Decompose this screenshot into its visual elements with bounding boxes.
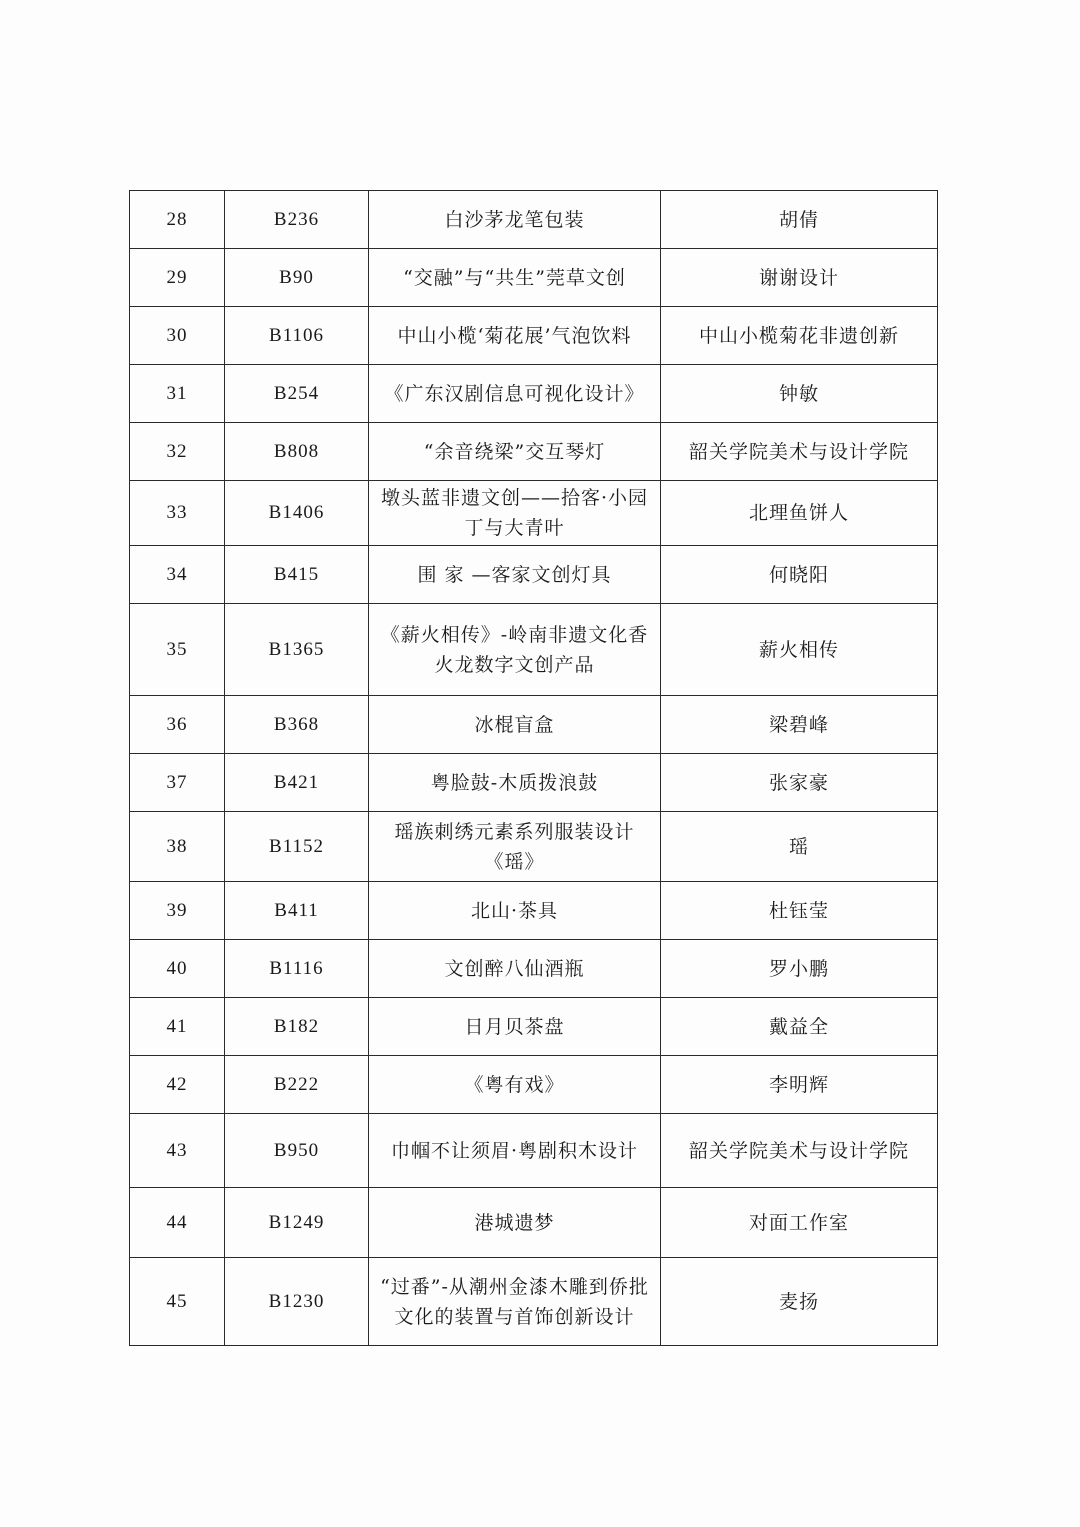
table-row: [130, 812, 938, 882]
entry-code: B236: [225, 191, 369, 249]
table-row: [130, 546, 938, 604]
entry-author: 韶关学院美术与设计学院: [661, 423, 938, 481]
table-row: [130, 481, 938, 546]
row-number: 33: [130, 481, 225, 546]
row-number: 29: [130, 249, 225, 307]
row-number: 35: [130, 604, 225, 696]
entry-author: 胡倩: [661, 191, 938, 249]
entry-author: 谢谢设计: [661, 249, 938, 307]
entry-code: B1230: [225, 1258, 369, 1346]
entry-code: B1406: [225, 481, 369, 546]
entry-author: 杜钰莹: [661, 882, 938, 940]
table-row: [130, 940, 938, 998]
entry-author: 北理鱼饼人: [661, 481, 938, 546]
table-row: [130, 1056, 938, 1114]
entry-title: 《广东汉剧信息可视化设计》: [369, 365, 661, 423]
table-row: [130, 1114, 938, 1188]
entry-title: 白沙茅龙笔包装: [369, 191, 661, 249]
entry-author: 戴益全: [661, 998, 938, 1056]
row-number: 44: [130, 1188, 225, 1258]
entry-code: B421: [225, 754, 369, 812]
entry-title: 围 家 —客家文创灯具: [369, 546, 661, 604]
entry-code: B1116: [225, 940, 369, 998]
table-row: [130, 1258, 938, 1346]
table-row: [130, 191, 938, 249]
row-number: 43: [130, 1114, 225, 1188]
entry-author: 薪火相传: [661, 604, 938, 696]
entry-author: 何晓阳: [661, 546, 938, 604]
row-number: 39: [130, 882, 225, 940]
entry-title: 文创醉八仙酒瓶: [369, 940, 661, 998]
entry-code: B182: [225, 998, 369, 1056]
entry-title: 北山·茶具: [369, 882, 661, 940]
entry-code: B1106: [225, 307, 369, 365]
entry-title: “余音绕梁”交互琴灯: [369, 423, 661, 481]
entry-title: 墩头蓝非遗文创——拾客·小园丁与大青叶: [369, 481, 661, 546]
row-number: 32: [130, 423, 225, 481]
entry-code: B90: [225, 249, 369, 307]
table-row: [130, 1188, 938, 1258]
entry-author: 中山小榄菊花非遗创新: [661, 307, 938, 365]
entry-code: B1365: [225, 604, 369, 696]
entry-author: 罗小鹏: [661, 940, 938, 998]
entry-title: 粤脸鼓-木质拨浪鼓: [369, 754, 661, 812]
row-number: 30: [130, 307, 225, 365]
table-row: [130, 754, 938, 812]
entry-title: 巾帼不让须眉·粤剧积木设计: [369, 1114, 661, 1188]
entry-title: 《薪火相传》-岭南非遗文化香火龙数字文创产品: [369, 604, 661, 696]
entry-title: “过番”-从潮州金漆木雕到侨批文化的装置与首饰创新设计: [369, 1258, 661, 1346]
entry-title: 冰棍盲盒: [369, 696, 661, 754]
entry-code: B411: [225, 882, 369, 940]
row-number: 34: [130, 546, 225, 604]
table-row: [130, 307, 938, 365]
entry-code: B1152: [225, 812, 369, 882]
table-row: [130, 882, 938, 940]
entry-title: 瑶族刺绣元素系列服装设计《瑶》: [369, 812, 661, 882]
entries-table: [129, 190, 938, 1346]
entry-author: 张家豪: [661, 754, 938, 812]
entry-code: B222: [225, 1056, 369, 1114]
row-number: 41: [130, 998, 225, 1056]
row-number: 37: [130, 754, 225, 812]
row-number: 45: [130, 1258, 225, 1346]
entry-code: B1249: [225, 1188, 369, 1258]
table-row: [130, 604, 938, 696]
entry-title: 日月贝茶盘: [369, 998, 661, 1056]
table-row: [130, 423, 938, 481]
entry-author: 韶关学院美术与设计学院: [661, 1114, 938, 1188]
entry-title: 《粤有戏》: [369, 1056, 661, 1114]
table-row: [130, 249, 938, 307]
table-row: [130, 998, 938, 1056]
row-number: 38: [130, 812, 225, 882]
entry-code: B808: [225, 423, 369, 481]
entry-code: B254: [225, 365, 369, 423]
table-row: [130, 696, 938, 754]
entry-code: B368: [225, 696, 369, 754]
row-number: 42: [130, 1056, 225, 1114]
row-number: 28: [130, 191, 225, 249]
entry-author: 李明辉: [661, 1056, 938, 1114]
entry-code: B950: [225, 1114, 369, 1188]
entry-title: 港城遗梦: [369, 1188, 661, 1258]
entry-author: 钟敏: [661, 365, 938, 423]
entry-author: 瑶: [661, 812, 938, 882]
entry-title: 中山小榄‘菊花展’气泡饮料: [369, 307, 661, 365]
entry-code: B415: [225, 546, 369, 604]
entry-title: “交融”与“共生”莞草文创: [369, 249, 661, 307]
table-row: [130, 365, 938, 423]
row-number: 36: [130, 696, 225, 754]
entry-author: 梁碧峰: [661, 696, 938, 754]
entry-author: 对面工作室: [661, 1188, 938, 1258]
entry-author: 麦扬: [661, 1258, 938, 1346]
row-number: 40: [130, 940, 225, 998]
row-number: 31: [130, 365, 225, 423]
